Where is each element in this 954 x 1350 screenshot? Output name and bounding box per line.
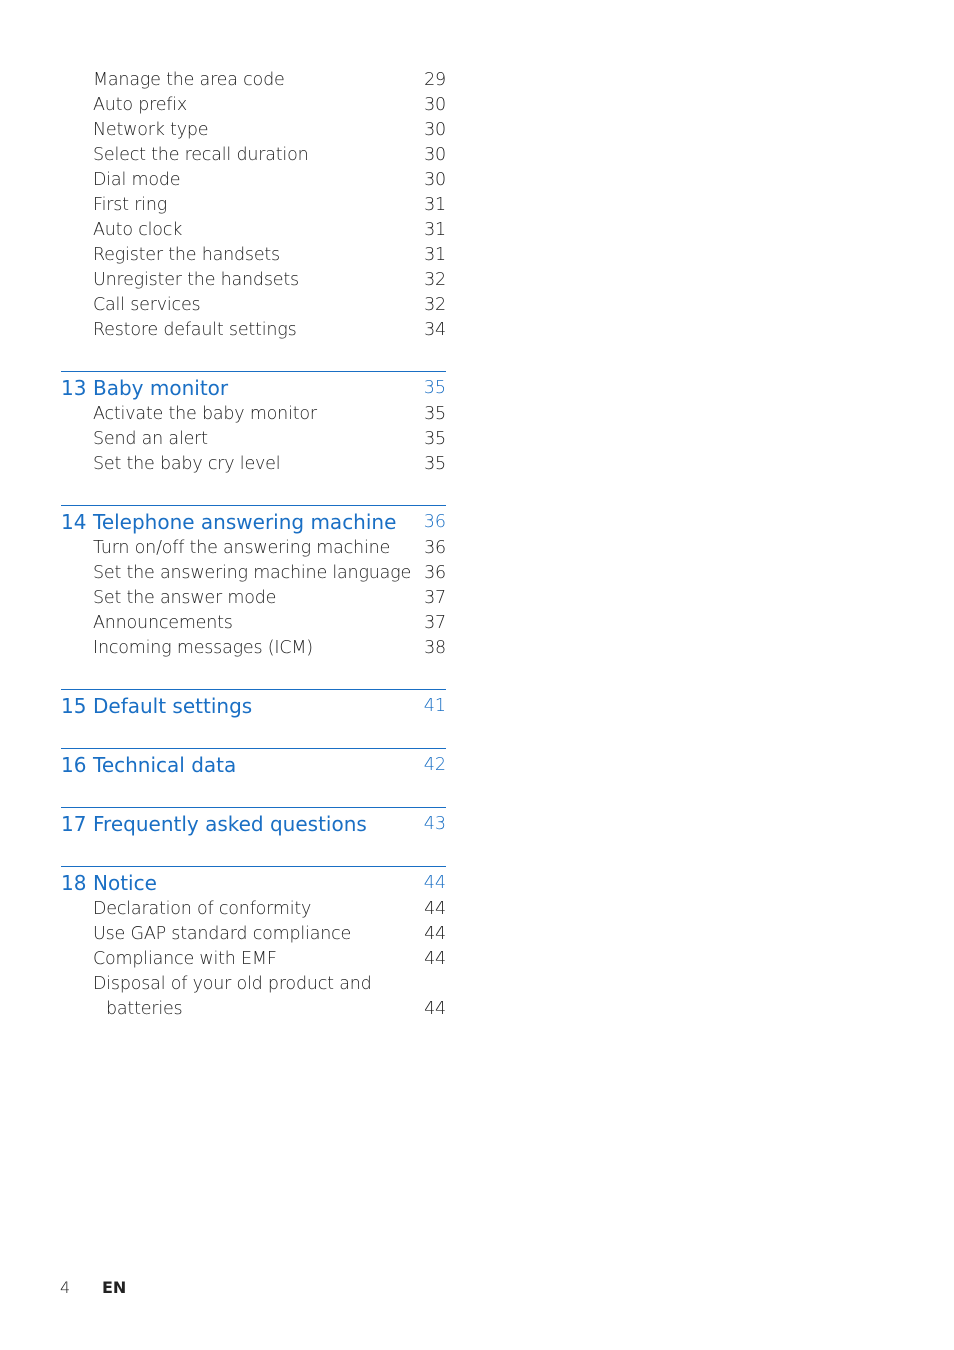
toc-entry-label: batteries [106,999,183,1019]
toc-entry[interactable] [61,452,446,477]
toc-entry-label: Disposal of your old product and [93,974,372,994]
section-page: 36 [423,512,446,532]
toc-entry-label: Select the recall duration [93,145,309,165]
toc-entry-page: 31 [424,245,446,265]
toc-entry-label: Activate the baby monitor [93,404,317,424]
top-entries [61,68,446,343]
toc-entry-label: Manage the area code [93,70,285,90]
toc-entry[interactable] [61,427,446,452]
toc-entry-page: 38 [424,638,446,658]
section-heading[interactable] [61,751,446,779]
toc-entry[interactable] [61,118,446,143]
toc-entry[interactable] [61,897,446,922]
toc-section-18 [61,866,446,1022]
toc-entry-page: 44 [424,949,446,969]
toc-entry-label: First ring [93,195,168,215]
section-title: Default settings [93,694,253,718]
section-number: 17 [61,812,87,836]
section-title: Technical data [93,753,237,777]
section-number: 14 [61,510,87,534]
toc-entry-page: 44 [424,999,446,1019]
toc-entry-label: Register the handsets [93,245,280,265]
toc-entry-page: 31 [424,195,446,215]
toc-entry[interactable] [61,268,446,293]
toc-entry-label: Dial mode [93,170,181,190]
toc-entry-page: 35 [424,454,446,474]
section-page: 35 [423,378,446,398]
toc-entry-label: Restore default settings [93,320,297,340]
toc-entry-continuation[interactable] [61,997,446,1022]
toc-entry[interactable] [61,536,446,561]
section-title: Notice [93,871,157,895]
toc-entry-label: Call services [93,295,201,315]
section-heading[interactable] [61,374,446,402]
toc-entry-page: 34 [424,320,446,340]
toc-entry-label: Set the answering machine language [93,563,412,583]
toc-entry-label: Incoming messages (ICM) [93,638,313,658]
section-page: 42 [423,755,446,775]
toc-entry-page: 29 [424,70,446,90]
toc-entry[interactable] [61,243,446,268]
toc-entry[interactable] [61,611,446,636]
toc-entry-label: Declaration of conformity [93,899,312,919]
toc-entry[interactable] [61,636,446,661]
toc-entry-page: 30 [424,145,446,165]
section-page: 41 [423,696,446,716]
toc-entry-label: Network type [93,120,209,140]
toc-entry-page: 30 [424,120,446,140]
section-title: Baby monitor [93,376,229,400]
page-footer [60,1278,127,1297]
toc-entry-label: Announcements [93,613,233,633]
toc-entry[interactable] [61,972,446,997]
page-number: 4 [60,1278,71,1297]
table-of-contents [61,68,446,1022]
toc-entry-label: Turn on/off the answering machine [93,538,391,558]
toc-entry-page: 32 [424,270,446,290]
toc-entry-label: Unregister the handsets [93,270,299,290]
toc-entry[interactable] [61,93,446,118]
toc-section-14 [61,505,446,661]
toc-entry-page: 44 [424,924,446,944]
toc-entry[interactable] [61,922,446,947]
section-heading[interactable] [61,869,446,897]
toc-entry-label: Compliance with EMF [93,949,277,969]
toc-section-17 [61,807,446,838]
toc-entry-page: 36 [424,563,446,583]
language-code: EN [102,1278,127,1297]
section-number: 15 [61,694,87,718]
section-heading[interactable] [61,508,446,536]
toc-section-15 [61,689,446,720]
section-page: 43 [423,814,446,834]
toc-entry-page: 44 [424,899,446,919]
section-number: 16 [61,753,87,777]
toc-entry-page: 36 [424,538,446,558]
toc-section-13 [61,371,446,477]
toc-entry[interactable] [61,947,446,972]
toc-entry-label: Auto prefix [93,95,188,115]
toc-entry[interactable] [61,143,446,168]
section-heading[interactable] [61,810,446,838]
toc-entry-page: 37 [424,588,446,608]
section-title: Frequently asked questions [93,812,367,836]
toc-section-16 [61,748,446,779]
toc-entry[interactable] [61,168,446,193]
toc-entry-page: 31 [424,220,446,240]
section-number: 13 [61,376,87,400]
toc-entry[interactable] [61,586,446,611]
toc-entry-label: Set the baby cry level [93,454,281,474]
toc-entry[interactable] [61,402,446,427]
toc-entry-label: Send an alert [93,429,208,449]
section-page: 44 [423,873,446,893]
toc-entry[interactable] [61,318,446,343]
toc-entry-label: Use GAP standard compliance [93,924,352,944]
section-heading[interactable] [61,692,446,720]
section-title: Telephone answering machine [93,510,397,534]
toc-entry-page: 30 [424,95,446,115]
toc-entry[interactable] [61,218,446,243]
section-number: 18 [61,871,87,895]
toc-entry[interactable] [61,68,446,93]
toc-entry-page: 35 [424,404,446,424]
toc-entry-label: Set the answer mode [93,588,277,608]
toc-entry-page: 37 [424,613,446,633]
toc-entry-page: 35 [424,429,446,449]
toc-entry[interactable] [61,561,446,586]
toc-entry[interactable] [61,293,446,318]
toc-entry-label: Auto clock [93,220,183,240]
toc-entry[interactable] [61,193,446,218]
toc-entry-page: 32 [424,295,446,315]
toc-entry-page: 30 [424,170,446,190]
